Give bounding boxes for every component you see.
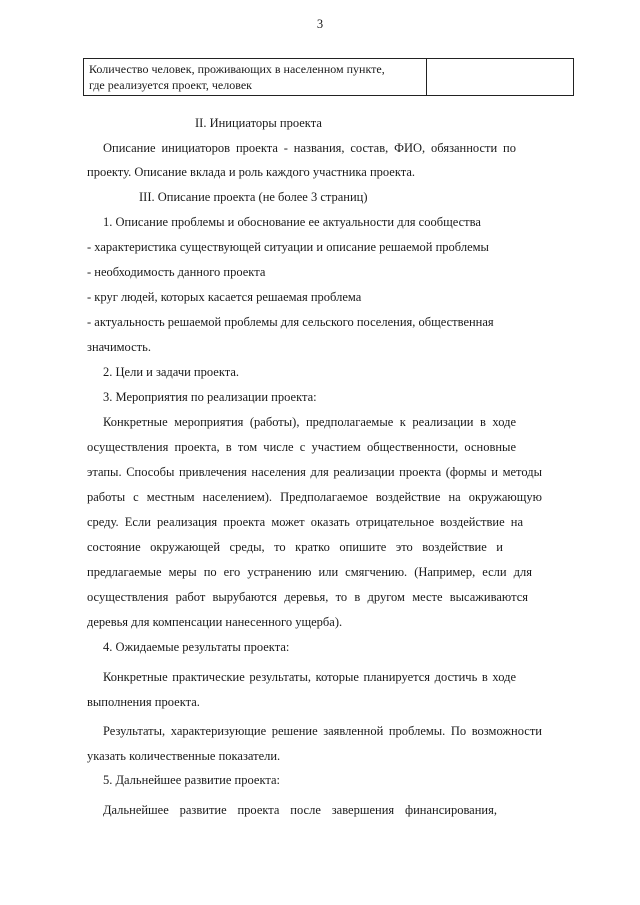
item2-title: 2. Цели и задачи проекта. bbox=[103, 365, 240, 379]
page-number: 3 bbox=[316, 17, 324, 31]
item3-para-line: осуществления проекта, в том числе с участием общественности, основные bbox=[87, 440, 516, 454]
item3-para-line: этапы. Способы привлечения населения для реализации проекта (формы и методы bbox=[87, 465, 542, 479]
item4-title: 4. Ожидаемые результаты проекта: bbox=[103, 640, 290, 654]
item3-para-line: Конкретные мероприятия (работы), предполагаемые к реализации в ходе bbox=[103, 415, 516, 429]
item1-bullet: значимость. bbox=[87, 340, 151, 354]
population-table bbox=[83, 58, 574, 96]
population-label-cell bbox=[84, 59, 427, 95]
item5-para-line1: Дальнейшее развитие проекта после завершения финансирования, bbox=[103, 803, 497, 817]
section2-heading: II. Инициаторы проекта bbox=[195, 116, 322, 130]
item1-bullet: - актуальность решаемой проблемы для сельского поселения, общественная bbox=[87, 315, 494, 329]
item4-para1-line: выполнения проекта. bbox=[87, 695, 200, 709]
item3-para-line: состояние окружающей среды, то кратко опишите это воздействие и bbox=[87, 540, 503, 554]
item1-bullet: - характеристика существующей ситуации и описание решаемой проблемы bbox=[87, 240, 489, 254]
section2-para-line2: проекту. Описание вклада и роль каждого участника проекта. bbox=[87, 165, 416, 179]
item3-para-line: деревья для компенсации нанесенного ущерба). bbox=[87, 615, 343, 629]
item1-title: 1. Описание проблемы и обоснование ее актуальности для сообщества bbox=[103, 215, 481, 229]
population-value-cell bbox=[427, 59, 573, 95]
item5-title: 5. Дальнейшее развитие проекта: bbox=[103, 773, 280, 787]
item3-title: 3. Мероприятия по реализации проекта: bbox=[103, 390, 317, 404]
item3-para-line: среду. Если реализация проекта может оказать отрицательное воздействие на bbox=[87, 515, 523, 529]
section3-heading: III. Описание проекта (не более 3 страниц) bbox=[139, 190, 368, 204]
item3-para-line: работы с местным населением). Предполагаемое воздействие на окружающую bbox=[87, 490, 542, 504]
item4-para2-line: Результаты, характеризующие решение заявленной проблемы. По возможности bbox=[103, 724, 542, 738]
item4-para2-line: указать количественные показатели. bbox=[87, 749, 281, 763]
population-label-line2: где реализуется проект, человек bbox=[89, 78, 252, 92]
item1-bullet: - круг людей, которых касается решаемая проблема bbox=[87, 290, 362, 304]
section2-para-line1: Описание инициаторов проекта - названия, состав, ФИО, обязанности по bbox=[103, 141, 516, 155]
item3-para-line: осуществления работ вырубаются деревья, то в другом месте высаживаются bbox=[87, 590, 528, 604]
item3-para-line: предлагаемые меры по его устранению или смягчению. (Например, если для bbox=[87, 565, 532, 579]
item1-bullet: - необходимость данного проекта bbox=[87, 265, 266, 279]
item4-para1-line: Конкретные практические результаты, которые планируется достичь в ходе bbox=[103, 670, 516, 684]
population-label-line1: Количество человек, проживающих в населенном пункте, bbox=[89, 62, 385, 76]
